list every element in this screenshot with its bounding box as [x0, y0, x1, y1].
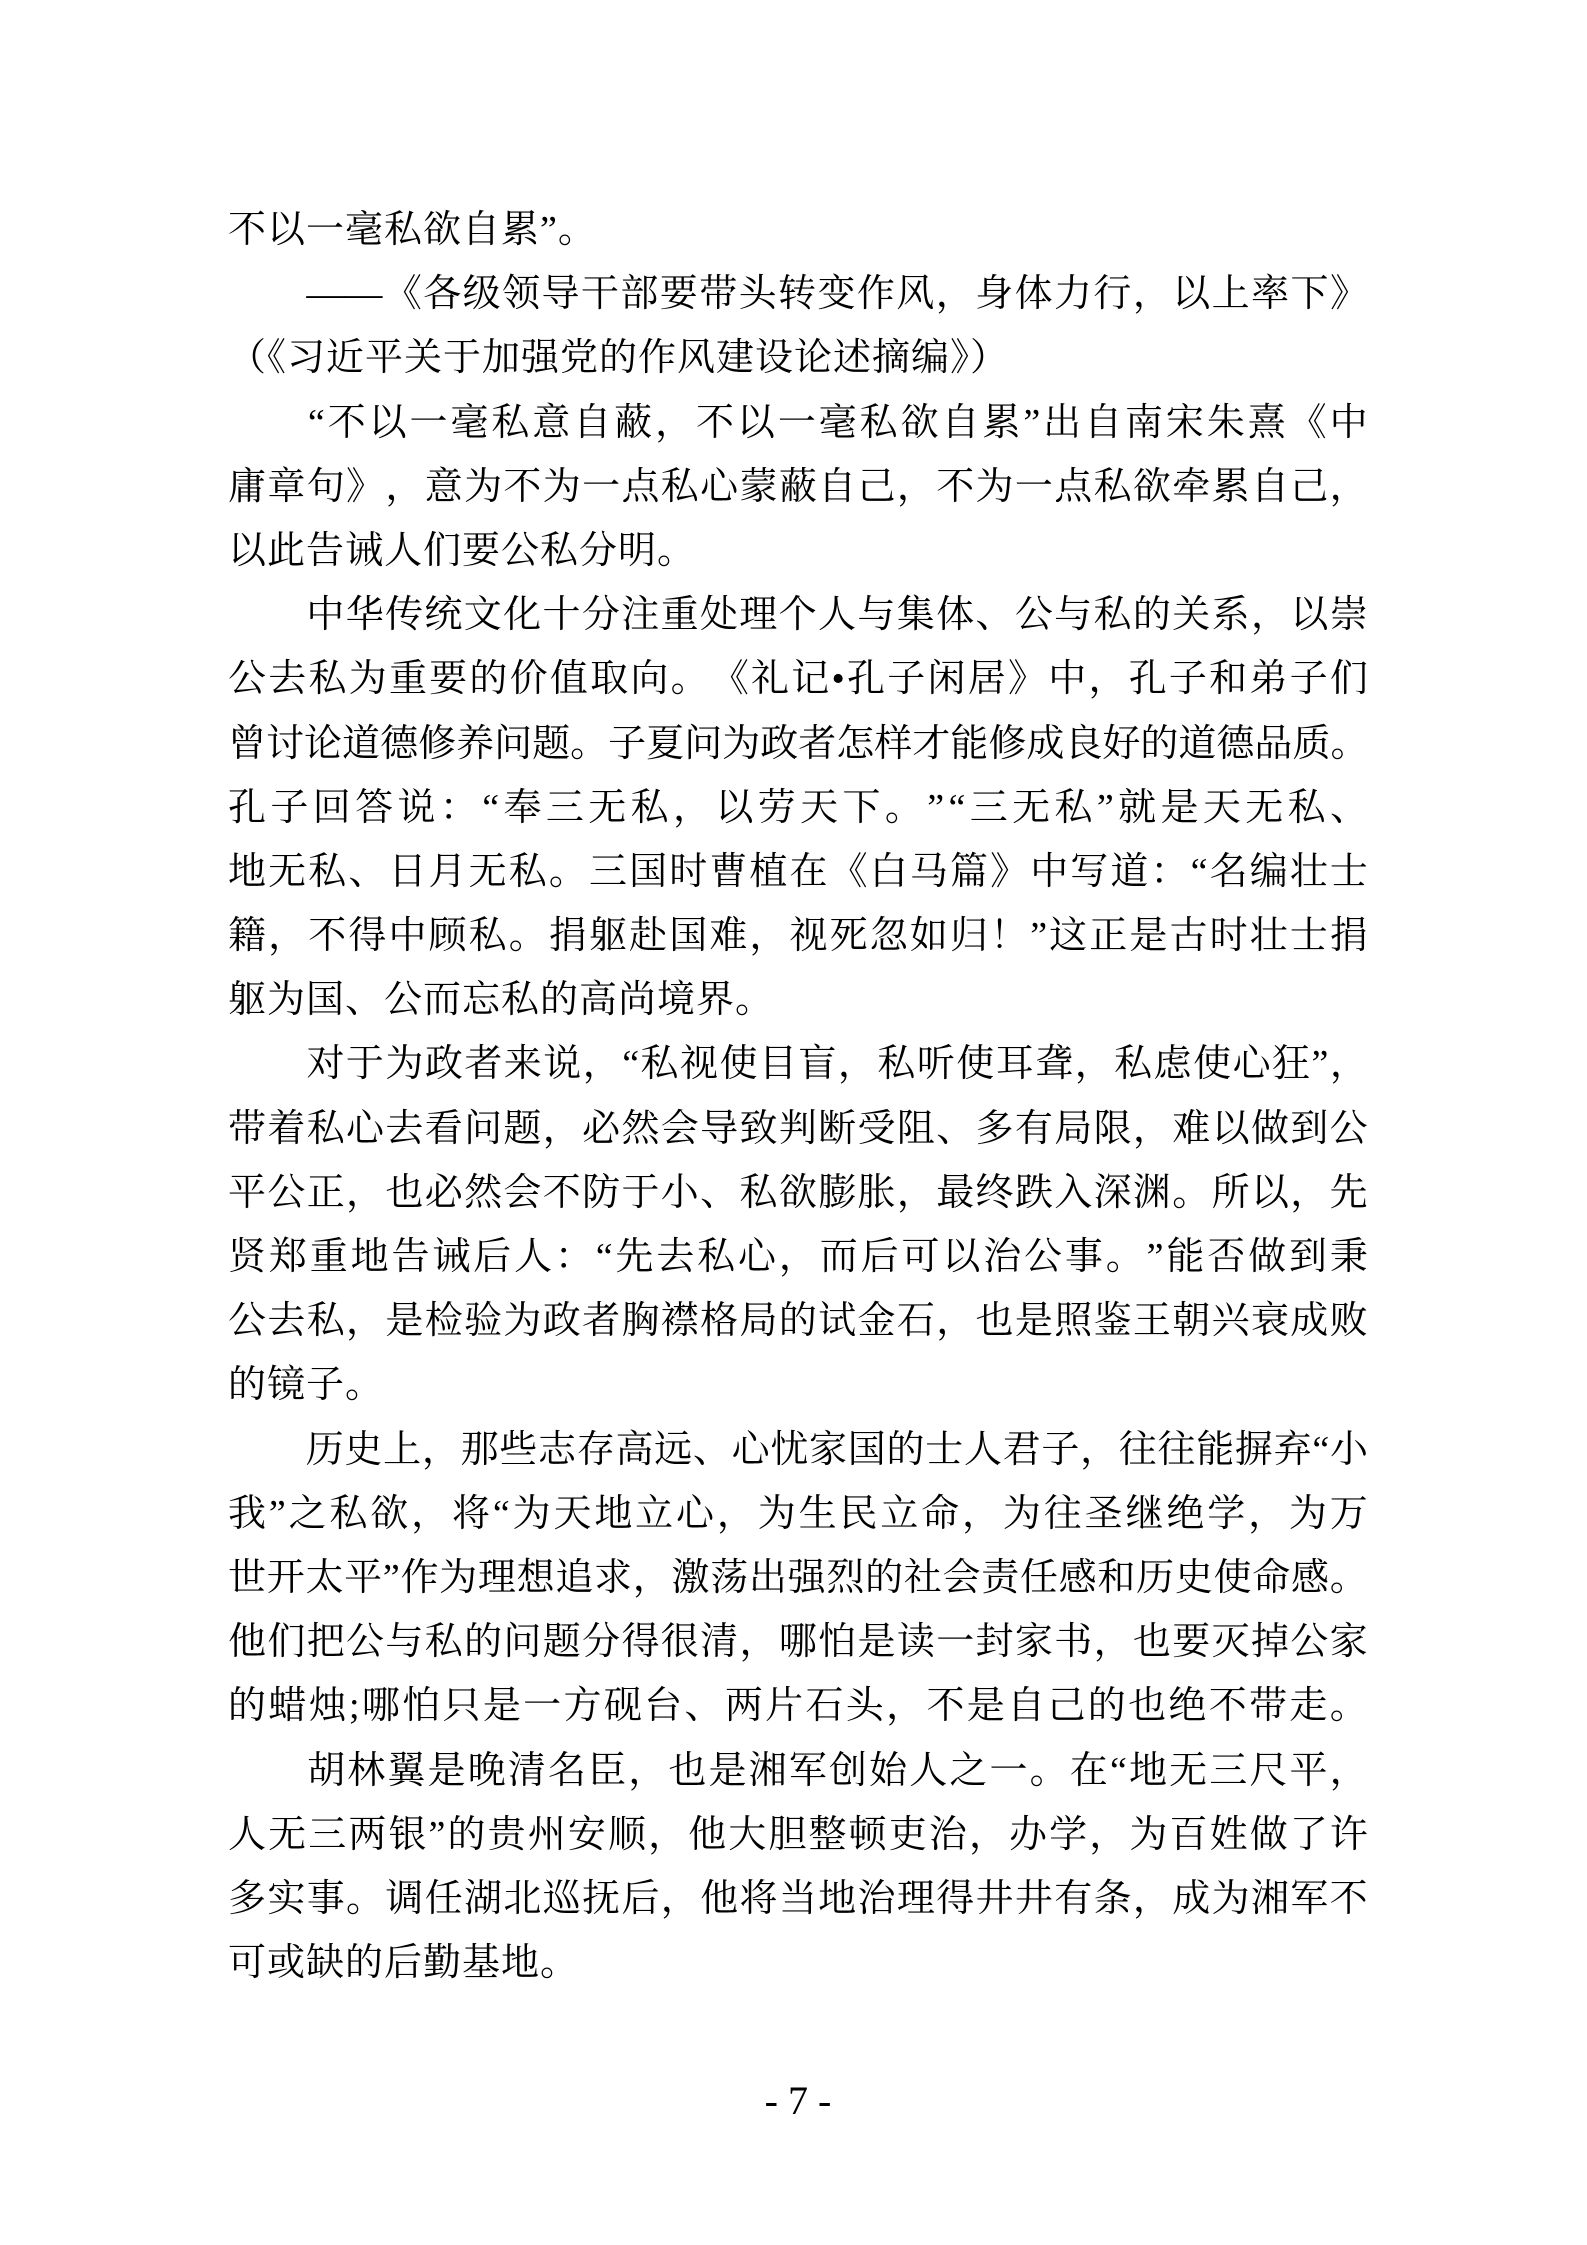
- text-line: 地 无 私 、 日 月 无 私 。 三 国 时 曹 植 在 《 白 马 篇 》 中 写 道 ： “ 名 编 壮 士: [228, 850, 1368, 893]
- text-line: 中 华 传 统 文 化 十 分 注 重 处 理 个 人 与 集 体 、 公 与 私 的 关 系 ， 以 崇: [228, 583, 1368, 647]
- text-line: 可或缺的后勤基地。: [228, 1942, 580, 1985]
- text-line: 不以一毫私欲自累”。: [228, 209, 597, 251]
- text-line: 孔 子 回 答 说 ： “ 奉 三 无 私 ， 以 劳 天 下 。 ” “ 三 无 私 ” 就 是 天 无 私 、: [228, 786, 1368, 829]
- paragraph-indent: [228, 1739, 305, 1803]
- text-line: 对 于 为 政 者 来 说 ， “ 私 视 使 目 盲 ， 私 听 使 耳 聋 ， 私 虑 使 心 狂 ” ，: [228, 1032, 1368, 1096]
- text-line: 胡 林 翼 是 晚 清 名 臣 ， 也 是 湘 军 创 始 人 之 一 。 在 “ 地 无 三 尺 平 ，: [228, 1739, 1368, 1803]
- text-line: 多 实 事 。 调 任 湖 北 巡 抚 后 ， 他 将 当 地 治 理 得 井 井 有 条 ， 成 为 湘 军 不: [228, 1877, 1368, 1920]
- text-line: 平 公 正 ， 也 必 然 会 不 防 于 小 、 私 欲 膨 胀 ， 最 终 跌 入 深 渊 。 所 以 ， 先: [228, 1171, 1368, 1214]
- paragraph-indent: [228, 1418, 305, 1482]
- text-line: 的 蜡 烛 ; 哪 怕 只 是 一 方 砚 台 、 两 片 石 头 ， 不 是 自 己 的 也 绝 不 带 走 。: [228, 1685, 1368, 1728]
- text-line: 以此告诫人们要公私分明。: [228, 529, 697, 572]
- text-line: 庸 章 句 》 ， 意 为 不 为 一 点 私 心 蒙 蔽 自 己 ， 不 为 一 点 私 欲 牵 累 自 己 ，: [228, 465, 1368, 508]
- body-text: [228, 198, 1368, 1995]
- text-line: 世 开 太 平 ” 作 为 理 想 追 求 ， 激 荡 出 强 烈 的 社 会 责 任 感 和 历 史 使 命 感 。: [228, 1556, 1368, 1599]
- paragraph-indent: [228, 583, 305, 647]
- text-line: —— 《 各 级 领 导 干 部 要 带 头 转 变 作 风 ， 身 体 力 行 ， 以 上 率 下 》: [228, 262, 1368, 326]
- page-number: - 7 -: [764, 2078, 832, 2123]
- paragraph-indent: [228, 1032, 305, 1096]
- text-line: 曾 讨 论 道 德 修 养 问 题 。 子 夏 问 为 政 者 怎 样 才 能 修 成 良 好 的 道 德 品 质 。: [228, 722, 1369, 765]
- paragraph-indent: [228, 262, 305, 326]
- text-line: 公 去 私 为 重 要 的 价 值 取 向 。 《 礼 记 • 孔 子 闲 居 》 中 ， 孔 子 和 弟 子 们: [228, 658, 1368, 701]
- text-line: 公 去 私 ， 是 检 验 为 政 者 胸 襟 格 局 的 试 金 石 ， 也 是 照 鉴 王 朝 兴 衰 成 败: [228, 1300, 1368, 1343]
- paragraph-indent: [228, 391, 305, 455]
- text-line: 他 们 把 公 与 私 的 问 题 分 得 很 清 ， 哪 怕 是 读 一 封 家 书 ， 也 要 灭 掉 公 家: [228, 1621, 1368, 1664]
- text-line: 躯为国、公而忘私的高尚境界。: [228, 979, 775, 1022]
- text-line: 我 ” 之 私 欲 ， 将 “ 为 天 地 立 心 ， 为 生 民 立 命 ， 为 往 圣 继 绝 学 ， 为 万: [228, 1492, 1368, 1535]
- text-line: （《习近平关于加强党的作风建设论述摘编》）: [228, 337, 1010, 380]
- text-line: 人 无 三 两 银 ” 的 贵 州 安 顺 ， 他 大 胆 整 顿 吏 治 ， 办 学 ， 为 百 姓 做 了 许: [228, 1813, 1368, 1856]
- text-line: “ 不 以 一 毫 私 意 自 蔽 ， 不 以 一 毫 私 欲 自 累 ” 出 自 南 宋 朱 熹 《 中: [228, 391, 1368, 455]
- text-line: 贤 郑 重 地 告 诫 后 人 ： “ 先 去 私 心 ， 而 后 可 以 治 公 事 。 ” 能 否 做 到 秉: [228, 1236, 1368, 1278]
- text-line: 籍 ， 不 得 中 顾 私 。 捐 躯 赴 国 难 ， 视 死 忽 如 归 ！ ” 这 正 是 古 时 壮 士 捐: [228, 915, 1368, 958]
- text-line: 历 史 上 ， 那 些 志 存 高 远 、 心 忧 家 国 的 士 人 君 子 ， 往 往 能 摒 弃 “ 小: [228, 1418, 1368, 1482]
- text-line: 带 着 私 心 去 看 问 题 ， 必 然 会 导 致 判 断 受 阻 、 多 有 局 限 ， 难 以 做 到 公: [228, 1107, 1368, 1150]
- text-line: 的镜子。: [228, 1364, 385, 1407]
